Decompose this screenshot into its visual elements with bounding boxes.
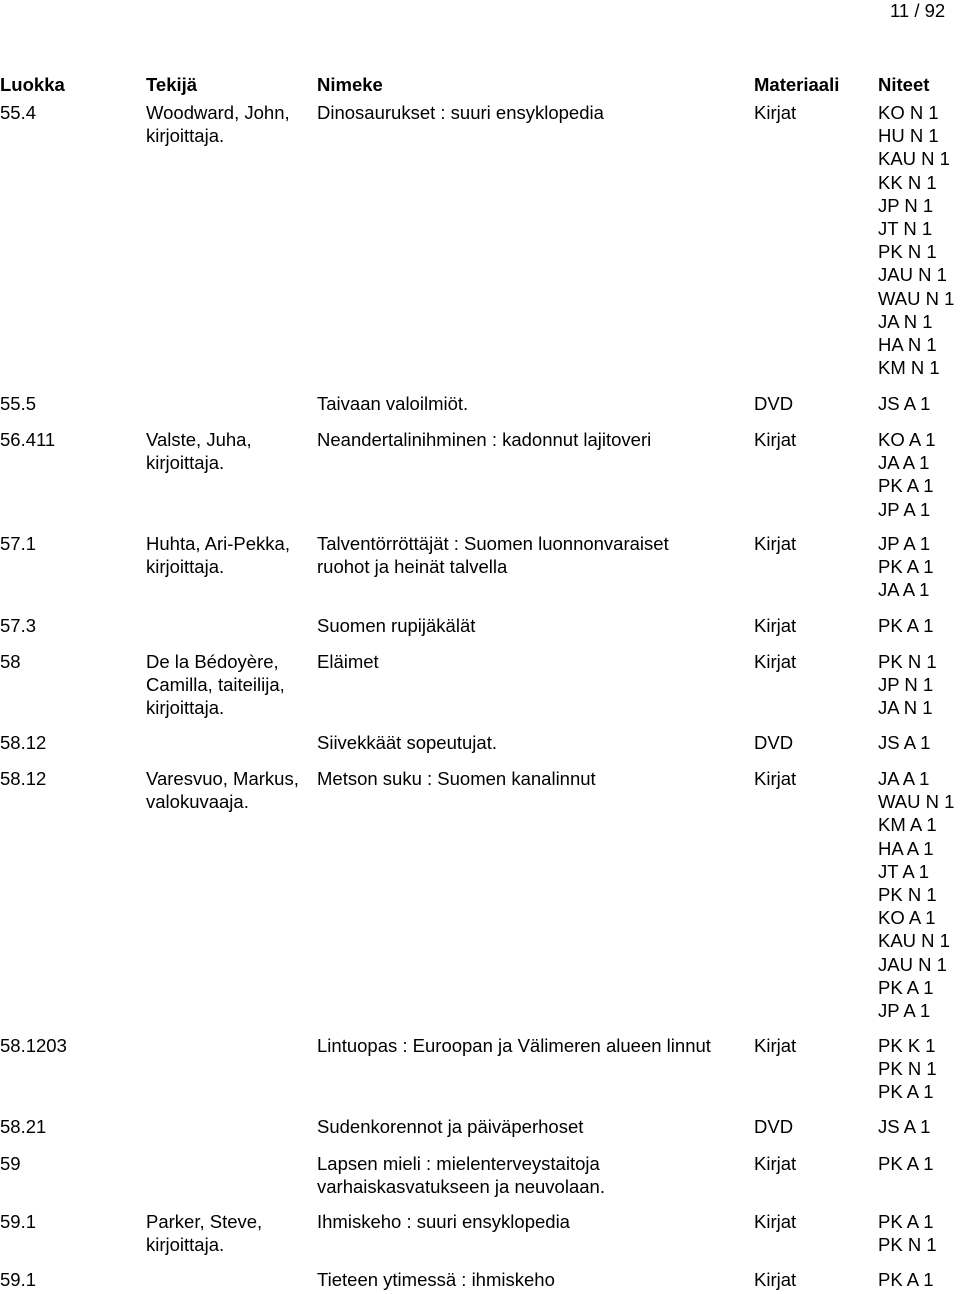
header-nimeke: Nimeke [317,74,383,95]
cell-materiaali: Kirjat [754,651,797,672]
cell-materiaali: Kirjat [754,1035,797,1056]
cell-materiaali: DVD [754,732,794,753]
cell-nimeke: Lintuopas : Euroopan ja Välimeren alueen linnut [317,1035,711,1056]
cell-luokka: 59.1 [0,1269,37,1290]
cell-luokka: 55.4 [0,102,37,123]
cell-tekija: Varesvuo, Markus, [146,768,299,789]
cell-tekija: Camilla, taiteilija, [146,674,285,696]
cell-niteet: PK K 1 [878,1035,936,1056]
cell-niteet: PK N 1 [878,1234,937,1256]
cell-niteet: PK N 1 [878,1058,937,1080]
cell-niteet: PK A 1 [878,1153,934,1174]
cell-niteet: PK A 1 [878,615,934,636]
cell-tekija: kirjoittaja. [146,1234,225,1256]
header-niteet: Niteet [878,74,930,95]
cell-niteet: JP A 1 [878,1000,931,1021]
cell-niteet: JS A 1 [878,732,931,753]
cell-materiaali: Kirjat [754,102,797,123]
cell-niteet: KK N 1 [878,171,937,193]
cell-nimeke: Sudenkorennot ja päiväperhoset [317,1116,584,1137]
cell-niteet: JP N 1 [878,194,934,216]
cell-materiaali: Kirjat [754,1211,797,1232]
cell-niteet: PK A 1 [878,1211,934,1232]
cell-materiaali: Kirjat [754,1269,797,1290]
cell-nimeke: Talventörröttäjät : Suomen luonnonvaraiset [317,533,669,554]
header-tekija: Tekijä [146,74,198,95]
cell-niteet: PK N 1 [878,651,937,672]
cell-niteet: PK N 1 [878,884,937,905]
cell-tekija: Huhta, Ari-Pekka, [146,533,290,554]
cell-niteet: JAU N 1 [878,953,947,975]
cell-nimeke: Tieteen ytimessä : ihmiskeho [317,1269,555,1290]
cell-niteet: JP A 1 [878,533,931,554]
cell-luokka: 58.12 [0,768,47,789]
cell-luokka: 58 [0,651,21,672]
cell-materiaali: DVD [754,393,794,414]
cell-niteet: WAU N 1 [878,287,955,309]
cell-materiaali: Kirjat [754,615,797,636]
cell-nimeke: Metson suku : Suomen kanalinnut [317,768,596,789]
cell-tekija: Woodward, John, [146,102,290,123]
cell-luokka: 58.21 [0,1116,47,1137]
table-header [0,74,960,97]
cell-materiaali: DVD [754,1116,794,1137]
cell-niteet: PK A 1 [878,1269,934,1290]
cell-nimeke: Neandertalinihminen : kadonnut lajitoveri [317,429,652,450]
header-luokka: Luokka [0,74,65,95]
cell-tekija: Valste, Juha, [146,429,252,450]
cell-tekija: kirjoittaja. [146,697,225,719]
cell-niteet: JA N 1 [878,697,933,719]
cell-niteet: JP A 1 [878,498,931,520]
cell-niteet: WAU N 1 [878,791,955,813]
cell-luokka: 57.1 [0,533,37,554]
cell-niteet: KO A 1 [878,907,936,929]
cell-niteet: KO A 1 [878,429,936,450]
cell-tekija: kirjoittaja. [146,556,225,578]
cell-tekija: Parker, Steve, [146,1211,263,1232]
cell-niteet: HA N 1 [878,334,937,355]
cell-luokka: 58.1203 [0,1035,67,1056]
cell-niteet: JS A 1 [878,393,931,414]
cell-niteet: JA A 1 [878,452,930,474]
cell-niteet: PK A 1 [878,1081,934,1103]
cell-luokka: 55.5 [0,393,37,414]
cell-materiaali: Kirjat [754,768,797,789]
cell-luokka: 57.3 [0,615,37,636]
header-materiaali: Materiaali [754,74,840,95]
cell-nimeke: Suomen rupijäkälät [317,615,476,636]
cell-nimeke: Lapsen mieli : mielenterveystaitoja [317,1153,600,1174]
cell-niteet: HA A 1 [878,837,934,859]
cell-tekija: kirjoittaja. [146,125,225,147]
cell-nimeke: Ihmiskeho : suuri ensyklopedia [317,1211,570,1232]
cell-niteet: JP N 1 [878,674,934,696]
cell-niteet: PK A 1 [878,556,934,578]
cell-luokka: 59 [0,1153,21,1174]
cell-niteet: PK A 1 [878,475,934,497]
cell-materiaali: Kirjat [754,429,797,450]
cell-niteet: JS A 1 [878,1116,931,1137]
cell-nimeke: Siivekkäät sopeutujat. [317,732,497,753]
cell-niteet: JT A 1 [878,860,930,882]
cell-nimeke: ruohot ja heinät talvella [317,556,508,578]
cell-niteet: JAU N 1 [878,264,947,286]
cell-niteet: HU N 1 [878,125,939,147]
cell-tekija: valokuvaaja. [146,791,249,813]
cell-materiaali: Kirjat [754,1153,797,1174]
cell-niteet: JA A 1 [878,768,930,789]
cell-niteet: PK N 1 [878,241,937,263]
cell-niteet: KM A 1 [878,814,937,836]
cell-niteet: JA N 1 [878,310,933,332]
cell-tekija: De la Bédoyère, [146,651,279,672]
page-number: 11 / 92 [890,0,946,21]
cell-nimeke: Taivaan valoilmiöt. [317,393,469,414]
cell-nimeke: varhaiskasvatukseen ja neuvolaan. [317,1176,605,1198]
cell-niteet: KAU N 1 [878,148,950,170]
cell-nimeke: Dinosaurukset : suuri ensyklopedia [317,102,604,123]
cell-luokka: 59.1 [0,1211,37,1232]
cell-niteet: KO N 1 [878,102,939,123]
cell-luokka: 58.12 [0,732,47,753]
cell-luokka: 56.411 [0,429,56,450]
cell-niteet: KAU N 1 [878,930,950,952]
cell-materiaali: Kirjat [754,533,797,554]
cell-niteet: PK A 1 [878,976,934,998]
cell-niteet: KM N 1 [878,357,940,379]
cell-niteet: JA A 1 [878,579,930,601]
cell-nimeke: Eläimet [317,651,379,672]
cell-niteet: JT N 1 [878,218,933,239]
cell-tekija: kirjoittaja. [146,452,225,474]
